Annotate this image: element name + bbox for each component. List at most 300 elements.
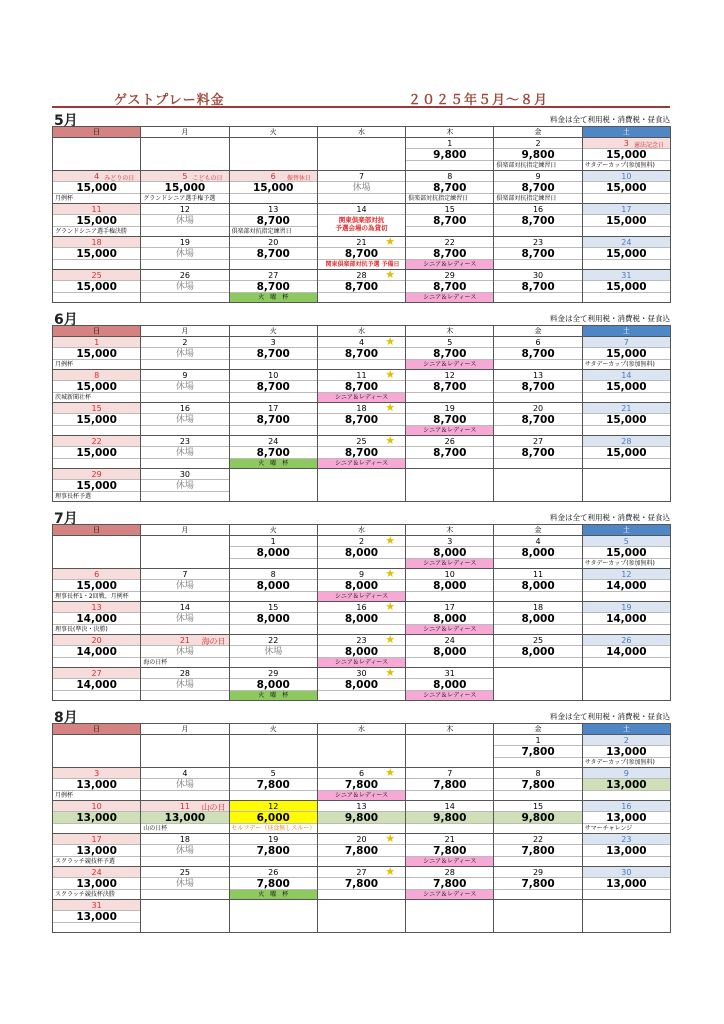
day-cell <box>317 138 405 171</box>
price: 13,000 <box>583 746 670 758</box>
price: 7,800 <box>230 878 317 890</box>
price: 15,000 <box>53 414 140 426</box>
price: 7,800 <box>494 779 581 791</box>
week-row <box>53 635 671 668</box>
weekday-header: 日 <box>53 724 141 735</box>
day-number: 20 <box>494 403 581 414</box>
price: 13,000 <box>53 878 140 890</box>
price: 15,000 <box>53 215 140 227</box>
day-cell <box>582 403 670 436</box>
day-number: 1 <box>230 536 317 547</box>
week-row <box>53 536 671 569</box>
day-cell <box>582 370 670 403</box>
day-number: 13 <box>318 801 405 812</box>
day-cell <box>53 171 141 204</box>
day-cell <box>141 569 229 602</box>
day-number: 6 <box>318 768 405 779</box>
star-icon: ★ <box>385 666 396 679</box>
day-cell <box>317 867 405 900</box>
page-title: ゲストプレー料金 <box>114 93 225 108</box>
price: 13,000 <box>53 845 140 857</box>
price: 15,000 <box>53 381 140 393</box>
day-cell <box>53 204 141 237</box>
day-cell <box>494 569 582 602</box>
week-row <box>53 370 671 403</box>
day-number: 8 <box>53 370 140 381</box>
day-cell <box>582 138 670 171</box>
week-row <box>53 735 671 768</box>
day-cell <box>582 801 670 834</box>
day-cell <box>229 237 317 270</box>
day-cell <box>229 403 317 436</box>
day-number: 17 <box>230 403 317 414</box>
event-label: シニア＆レディース <box>406 426 493 435</box>
day-cell <box>406 337 494 370</box>
event-label: 月例杯 <box>55 195 74 202</box>
price: 休場 <box>141 215 228 227</box>
day-number: 10 <box>53 801 140 812</box>
day-cell <box>229 834 317 867</box>
price: 8,700 <box>494 182 581 194</box>
price: 8,000 <box>230 547 317 559</box>
week-row <box>53 668 671 701</box>
day-cell <box>229 735 317 768</box>
day-number: 31 <box>406 668 493 679</box>
day-cell <box>406 204 494 237</box>
day-number: 10 <box>230 370 317 381</box>
day-number: 30 <box>141 469 228 480</box>
day-cell <box>406 635 494 668</box>
price: 8,700 <box>318 348 405 360</box>
day-cell <box>141 171 229 204</box>
day-cell <box>317 337 405 370</box>
price: 休場 <box>318 182 405 194</box>
day-cell <box>141 834 229 867</box>
day-number: 21 <box>406 834 493 845</box>
week-row <box>53 138 671 171</box>
event-label: サマーチャレンジ <box>584 825 633 832</box>
day-cell <box>317 370 405 403</box>
day-cell <box>406 237 494 270</box>
price: 8,700 <box>406 182 493 194</box>
day-cell <box>494 635 582 668</box>
price: 13,000 <box>53 779 140 791</box>
day-cell <box>494 735 582 768</box>
price: 13,000 <box>583 845 670 857</box>
weekday-header: 火 <box>229 724 317 735</box>
day-cell <box>406 602 494 635</box>
week-row <box>53 270 671 303</box>
price: 8,700 <box>494 414 581 426</box>
day-number: 1 <box>406 138 493 149</box>
price: 14,000 <box>53 646 140 658</box>
day-cell <box>494 536 582 569</box>
weekday-header: 金 <box>494 724 582 735</box>
day-cell <box>53 337 141 370</box>
star-icon: ★ <box>385 567 396 580</box>
price: 15,000 <box>583 215 670 227</box>
month-section-may <box>52 112 670 303</box>
event-label: 倶楽部対抗指定練習日 <box>231 228 292 235</box>
day-number: 13 <box>230 204 317 215</box>
day-cell <box>53 735 141 768</box>
day-cell <box>141 237 229 270</box>
day-cell <box>141 436 229 469</box>
day-number: 14 <box>583 370 670 381</box>
price: 8,000 <box>406 547 493 559</box>
price: 7,800 <box>230 845 317 857</box>
day-cell <box>229 270 317 303</box>
holiday-name: こどもの日 <box>192 175 223 182</box>
price: 13,000 <box>141 812 228 824</box>
week-row <box>53 171 671 204</box>
event-label: 月例杯 <box>55 361 74 368</box>
price: 8,700 <box>406 348 493 360</box>
day-cell <box>229 602 317 635</box>
day-cell <box>406 668 494 701</box>
day-number: 24 <box>53 867 140 878</box>
price: 8,700 <box>318 414 405 426</box>
day-cell <box>317 171 405 204</box>
price: 15,000 <box>53 447 140 459</box>
day-cell <box>53 768 141 801</box>
day-cell <box>406 138 494 171</box>
price: 7,800 <box>318 779 405 791</box>
day-cell <box>229 635 317 668</box>
day-cell <box>406 735 494 768</box>
price: 14,000 <box>53 679 140 691</box>
day-number: 16 <box>494 204 581 215</box>
event-label: サタデーカップ(参加無料) <box>584 361 655 368</box>
day-cell <box>494 834 582 867</box>
event-label: 理事長(準決・決勝) <box>55 626 108 633</box>
day-number: 7 <box>318 171 405 182</box>
event-label: シニア＆レディース <box>406 260 493 269</box>
price: 8,700 <box>318 381 405 393</box>
day-cell <box>494 801 582 834</box>
day-cell <box>53 138 141 171</box>
price: 休場 <box>141 779 228 791</box>
day-cell <box>582 900 670 933</box>
day-cell <box>53 270 141 303</box>
price: 8,700 <box>406 447 493 459</box>
price: 8,700 <box>406 215 493 227</box>
day-cell <box>317 801 405 834</box>
day-cell <box>317 436 405 469</box>
event-label: スクラッチ競技杯決勝 <box>55 891 115 898</box>
day-cell <box>317 735 405 768</box>
day-number: 1 <box>53 337 140 348</box>
price: 7,800 <box>406 878 493 890</box>
star-icon: ★ <box>385 534 396 547</box>
day-number: 22 <box>230 635 317 646</box>
event-label: シニア＆レディース <box>406 625 493 634</box>
day-number: 18 <box>318 403 405 414</box>
event-label: 海の日杯 <box>143 659 168 666</box>
day-cell <box>494 768 582 801</box>
weekday-header: 土 <box>582 525 670 536</box>
day-cell <box>494 237 582 270</box>
day-cell <box>582 469 670 502</box>
weekday-header: 火 <box>229 127 317 138</box>
weekday-header: 木 <box>406 127 494 138</box>
price: 8,000 <box>230 580 317 592</box>
day-cell <box>53 867 141 900</box>
day-number: 10 <box>406 569 493 580</box>
price: 7,800 <box>318 845 405 857</box>
day-number: 8 <box>406 171 493 182</box>
day-number: 7 <box>141 569 228 580</box>
price: 8,700 <box>230 381 317 393</box>
day-cell <box>229 768 317 801</box>
day-number: 30 <box>583 867 670 878</box>
weekday-header: 土 <box>582 724 670 735</box>
day-cell <box>494 403 582 436</box>
day-number: 30 <box>318 668 405 679</box>
price: 15,000 <box>583 248 670 260</box>
day-number: 19 <box>141 237 228 248</box>
weekday-header: 水 <box>317 326 405 337</box>
weekday-header: 日 <box>53 525 141 536</box>
event-label: 倶楽部対抗指定練習日 <box>496 195 557 202</box>
weekday-header: 金 <box>494 525 582 536</box>
day-cell <box>317 270 405 303</box>
price: 9,800 <box>406 149 493 161</box>
day-number: 24 <box>406 635 493 646</box>
day-cell <box>582 569 670 602</box>
day-number: 23 <box>141 436 228 447</box>
price: 8,700 <box>406 281 493 293</box>
day-cell <box>53 469 141 502</box>
event-label: 月例杯 <box>55 792 74 799</box>
day-number: 15 <box>53 403 140 414</box>
day-cell <box>582 668 670 701</box>
day-number: 21 海の日 <box>141 635 228 646</box>
price: 8,700 <box>406 381 493 393</box>
day-number: 28 <box>583 436 670 447</box>
price: 15,000 <box>53 348 140 360</box>
day-cell <box>406 270 494 303</box>
day-number: 29 <box>494 867 581 878</box>
weekday-header: 日 <box>53 127 141 138</box>
price: 8,700 <box>318 281 405 293</box>
day-cell <box>141 602 229 635</box>
weekday-header: 日 <box>53 326 141 337</box>
day-cell <box>141 900 229 933</box>
weekday-header: 土 <box>582 127 670 138</box>
price: 休場 <box>141 679 228 691</box>
day-number: 2 <box>318 536 405 547</box>
day-cell <box>53 834 141 867</box>
star-icon: ★ <box>385 401 396 414</box>
day-number: 23 <box>583 834 670 845</box>
day-cell <box>53 436 141 469</box>
day-number: 11 <box>494 569 581 580</box>
price: 休場 <box>141 381 228 393</box>
price: 8,000 <box>318 547 405 559</box>
day-number: 14 <box>406 801 493 812</box>
day-cell <box>53 668 141 701</box>
event-label: セルフデー（昼食無しスルー） <box>231 825 316 832</box>
event-label: 理事長杯1・2回戦、月例杯 <box>55 593 129 600</box>
event-label: グランドシニア選手権決勝 <box>55 228 128 235</box>
day-number: 20 <box>318 834 405 845</box>
day-number: 22 <box>53 436 140 447</box>
event-label: グランドシニア選手権予選 <box>143 195 216 202</box>
event-label: サタデーカップ(参加無料) <box>584 759 655 766</box>
day-cell <box>406 536 494 569</box>
day-number: 26 <box>141 270 228 281</box>
day-number: 23 <box>494 237 581 248</box>
price: 8,700 <box>494 381 581 393</box>
day-number: 3 <box>230 337 317 348</box>
price: 8,000 <box>494 613 581 625</box>
day-cell <box>141 536 229 569</box>
day-cell <box>406 436 494 469</box>
day-cell <box>53 237 141 270</box>
price: 休場 <box>141 878 228 890</box>
price: 7,800 <box>494 746 581 758</box>
event-label: 倶楽部対抗指定練習日 <box>496 162 557 169</box>
day-number: 17 <box>53 834 140 845</box>
day-number: 9 <box>318 569 405 580</box>
month-label: 5月 <box>54 113 78 129</box>
price: 14,000 <box>583 613 670 625</box>
day-number: 7 <box>406 768 493 779</box>
price: 8,000 <box>494 646 581 658</box>
price: 8,000 <box>318 613 405 625</box>
day-cell <box>141 801 229 834</box>
price: 8,700 <box>494 447 581 459</box>
day-cell <box>406 867 494 900</box>
weekday-header: 月 <box>141 127 229 138</box>
day-cell <box>53 370 141 403</box>
calendar-june <box>52 325 671 502</box>
price-note: 料金は全て利用税・消費税・昼食込 <box>550 115 670 124</box>
day-cell <box>53 602 141 635</box>
event-label: 山の日杯 <box>143 825 168 832</box>
day-cell <box>582 337 670 370</box>
day-number: 26 <box>230 867 317 878</box>
price: 8,000 <box>406 613 493 625</box>
day-cell <box>406 768 494 801</box>
holiday-name: みどりの日 <box>104 175 135 182</box>
day-number: 21 <box>583 403 670 414</box>
price: 休場 <box>141 845 228 857</box>
price: 15,000 <box>583 182 670 194</box>
star-icon: ★ <box>385 633 396 646</box>
price: 9,800 <box>494 812 581 824</box>
day-number: 18 <box>494 602 581 613</box>
price-note: 料金は全て利用税・消費税・昼食込 <box>550 513 670 522</box>
price: 休場 <box>141 580 228 592</box>
price: 8,700 <box>230 248 317 260</box>
day-cell <box>582 867 670 900</box>
price: 15,000 <box>141 182 228 194</box>
day-number: 19 <box>230 834 317 845</box>
day-number: 18 <box>53 237 140 248</box>
day-cell <box>53 536 141 569</box>
price: 休場 <box>141 281 228 293</box>
event-label: 火 曜 杯 <box>230 890 317 899</box>
weekday-header: 月 <box>141 724 229 735</box>
price: 8,700 <box>406 248 493 260</box>
holiday-name: 憲法記念日 <box>633 142 664 149</box>
price: 13,000 <box>583 812 670 824</box>
day-cell <box>229 436 317 469</box>
day-cell <box>229 569 317 602</box>
day-number: 3 憲法記念日 <box>583 138 670 149</box>
price: 8,700 <box>406 414 493 426</box>
day-cell <box>141 768 229 801</box>
day-cell <box>141 270 229 303</box>
week-row <box>53 469 671 502</box>
price: 8,000 <box>230 613 317 625</box>
day-number: 6 <box>53 569 140 580</box>
day-cell <box>141 337 229 370</box>
price: 13,000 <box>53 812 140 824</box>
day-number: 20 <box>53 635 140 646</box>
day-cell <box>229 138 317 171</box>
day-cell <box>229 900 317 933</box>
week-row <box>53 403 671 436</box>
day-number: 9 <box>494 171 581 182</box>
day-cell <box>406 801 494 834</box>
price: 15,000 <box>583 281 670 293</box>
star-icon: ★ <box>385 368 396 381</box>
day-number: 2 <box>141 337 228 348</box>
price: 15,000 <box>583 348 670 360</box>
price: 15,000 <box>53 182 140 194</box>
event-label: シニア＆レディース <box>406 360 493 369</box>
day-cell <box>494 270 582 303</box>
day-number: 28 <box>141 668 228 679</box>
day-cell <box>141 138 229 171</box>
holiday-name: 振替休日 <box>286 175 311 182</box>
price: 6,000 <box>230 812 317 824</box>
day-cell <box>229 171 317 204</box>
day-number: 12 <box>230 801 317 812</box>
day-cell <box>317 602 405 635</box>
day-cell <box>229 867 317 900</box>
day-number: 26 <box>406 436 493 447</box>
price: 15,000 <box>583 149 670 161</box>
star-icon: ★ <box>385 832 396 845</box>
day-number: 13 <box>53 602 140 613</box>
star-icon: ★ <box>385 865 396 878</box>
day-number: 17 <box>406 602 493 613</box>
day-number: 29 <box>230 668 317 679</box>
day-number: 12 <box>406 370 493 381</box>
day-cell <box>141 735 229 768</box>
event-label: 火 曜 杯 <box>230 691 317 700</box>
price: 15,000 <box>583 547 670 559</box>
calendar-july <box>52 524 671 701</box>
day-cell <box>229 469 317 502</box>
day-number: 16 <box>583 801 670 812</box>
day-number: 27 <box>53 668 140 679</box>
day-cell <box>406 569 494 602</box>
price: 7,800 <box>494 845 581 857</box>
price: 8,700 <box>494 215 581 227</box>
day-cell <box>317 834 405 867</box>
day-cell <box>317 403 405 436</box>
price: 15,000 <box>53 480 140 492</box>
day-number: 11 <box>318 370 405 381</box>
day-number: 5 こどもの日 <box>141 171 228 182</box>
weekday-header: 木 <box>406 326 494 337</box>
event-label: 火 曜 杯 <box>230 459 317 468</box>
